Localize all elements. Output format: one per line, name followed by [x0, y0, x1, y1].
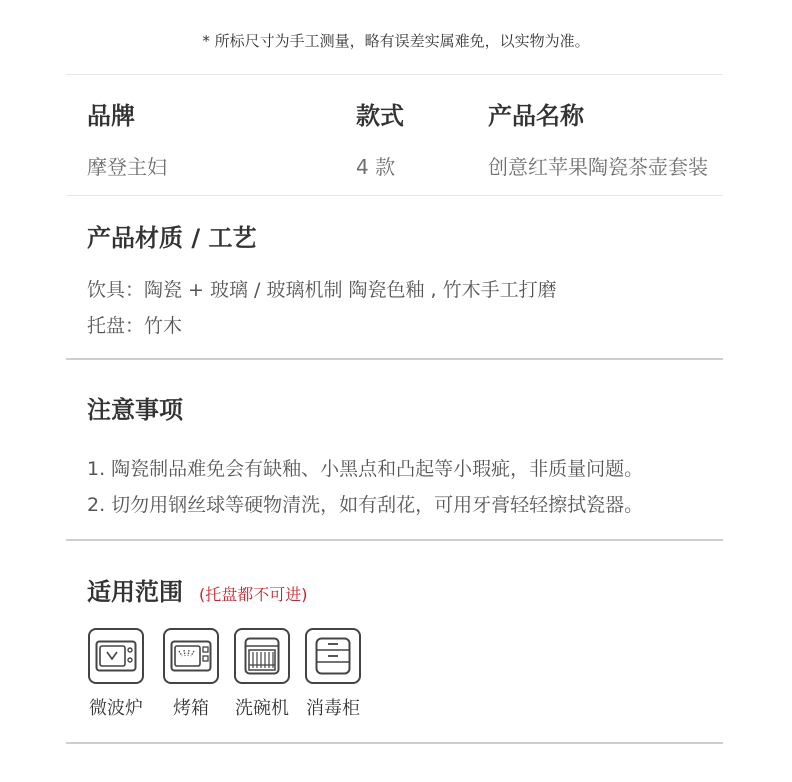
oven-icon — [163, 628, 219, 684]
usage-label-dishwasher: 洗碗机 — [235, 698, 289, 719]
top-divider — [66, 74, 723, 75]
usage-label-oven: 烤箱 — [173, 698, 209, 719]
spec-name-value: 创意红苹果陶瓷茶壶套装 — [488, 155, 708, 179]
spec-name-label: 产品名称 — [488, 102, 584, 130]
notice-divider — [66, 539, 723, 541]
notice-title: 注意事项 — [87, 396, 183, 424]
spec-brand — [87, 96, 167, 180]
material-title: 产品材质 / 工艺 — [87, 224, 257, 252]
usage-title — [87, 572, 308, 607]
dishwasher-icon — [234, 628, 290, 684]
usage-label-sterilizer: 消毒柜 — [306, 698, 360, 719]
notice-line-1: 1. 陶瓷制品难免会有缺釉、小黑点和凸起等小瑕疵，非质量问题。 — [87, 458, 644, 480]
spec-divider — [66, 195, 723, 196]
spec-name — [488, 96, 708, 180]
spec-brand-label: 品牌 — [87, 102, 135, 130]
bottom-divider — [66, 742, 723, 744]
measurement-note: * 所标尺寸为手工测量，略有误差实属难免，以实物为准。 — [202, 32, 590, 50]
spec-style-value: 4 款 — [356, 155, 396, 179]
spec-style-label: 款式 — [356, 102, 404, 130]
spec-brand-value: 摩登主妇 — [87, 155, 167, 179]
usage-item-oven — [161, 628, 221, 720]
microwave-icon — [88, 628, 144, 684]
material-line-1: 饮具：陶瓷 + 玻璃 / 玻璃机制 陶瓷色釉 , 竹木手工打磨 — [87, 279, 557, 301]
usage-item-dishwasher — [232, 628, 292, 720]
material-line-2: 托盘：竹木 — [87, 315, 183, 337]
usage-item-sterilizer — [303, 628, 363, 720]
usage-tray-note: (托盘都不可进) — [199, 585, 308, 604]
usage-item-microwave — [86, 628, 146, 720]
usage-title-text: 适用范围 — [87, 578, 183, 606]
sterilizer-cabinet-icon — [305, 628, 361, 684]
usage-label-microwave: 微波炉 — [89, 698, 143, 719]
notice-line-2: 2. 切勿用钢丝球等硬物清洗，如有刮花，可用牙膏轻轻擦拭瓷器。 — [87, 494, 644, 516]
material-divider — [66, 358, 723, 360]
spec-style — [356, 96, 404, 180]
